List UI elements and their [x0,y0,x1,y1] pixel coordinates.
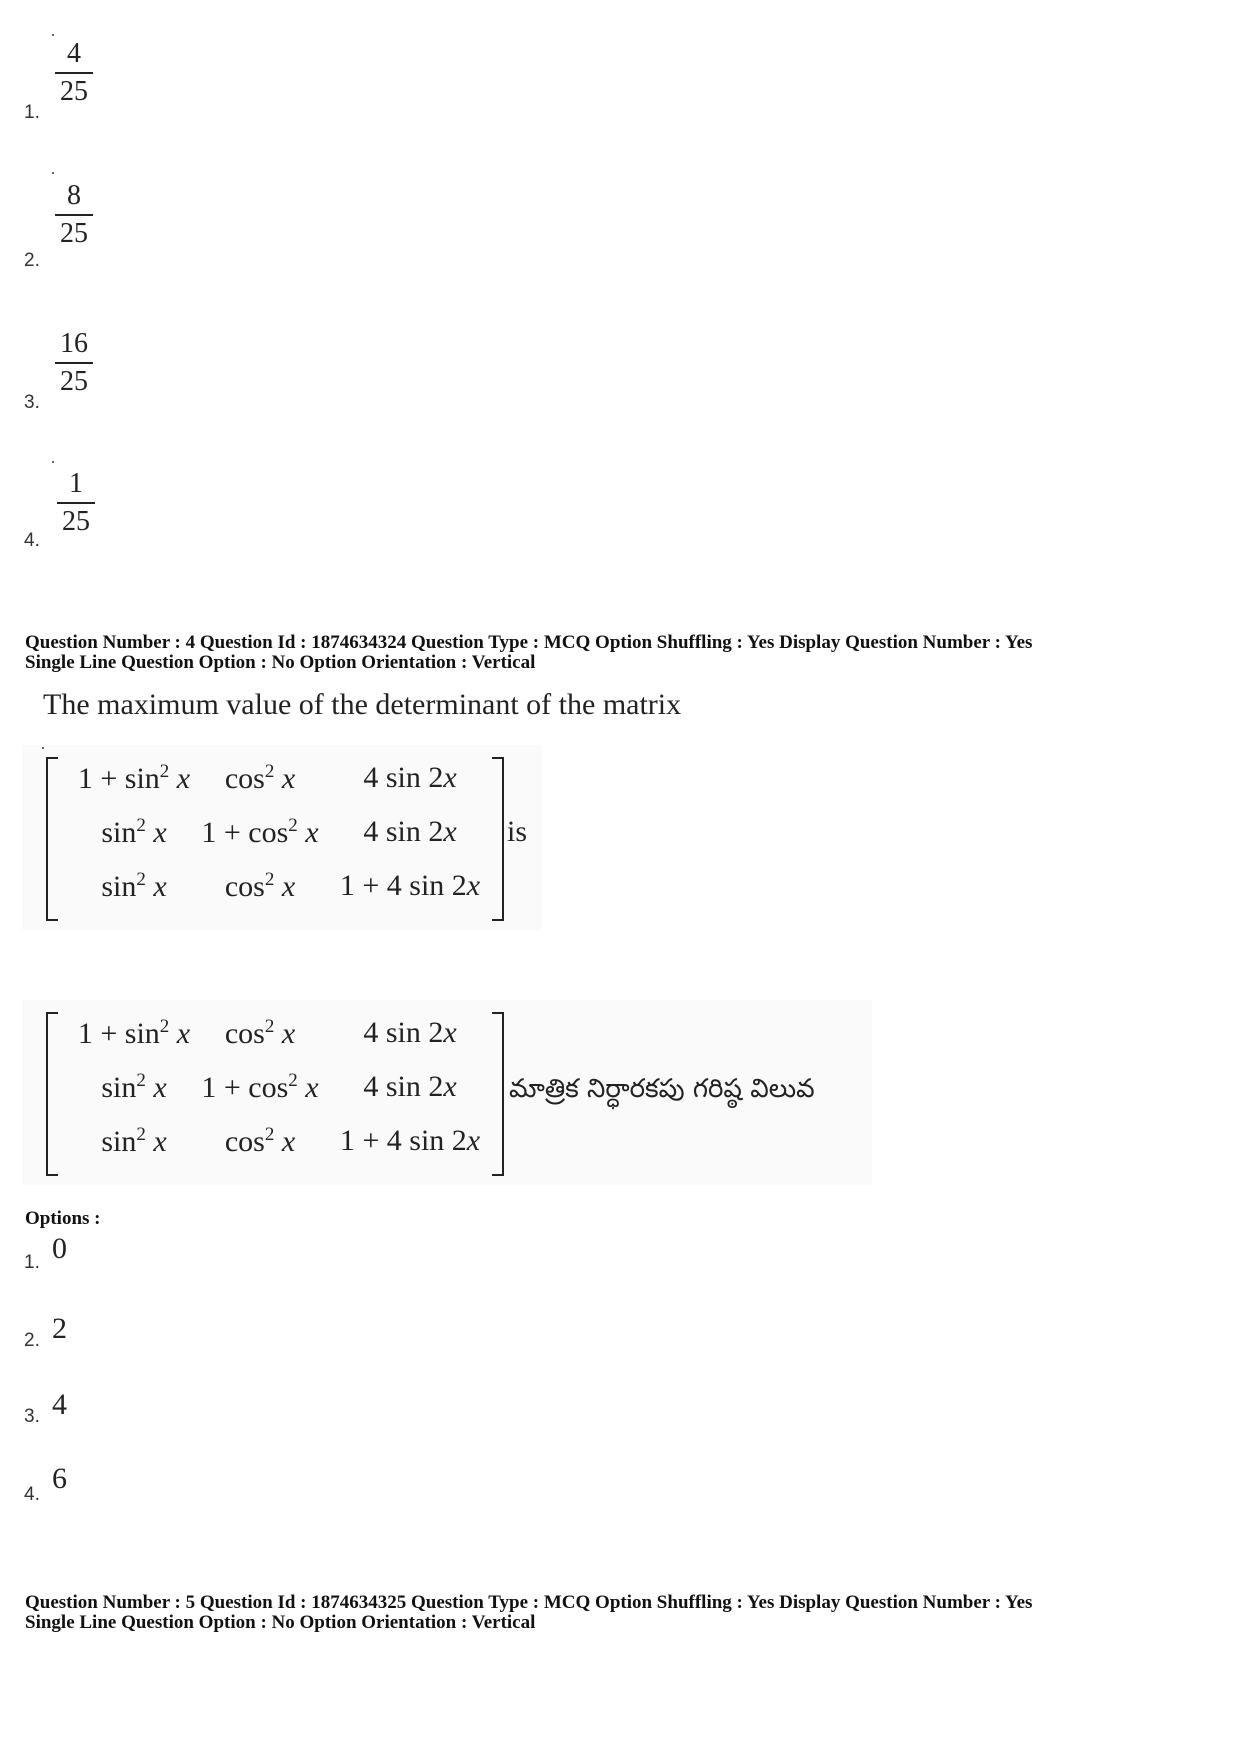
denominator: 25 [60,218,88,249]
matrix-cell: $\sin^2 x$ [101,1124,167,1158]
option-number: 4. [24,1484,40,1505]
question-meta-line-2: Single Line Question Option : No Option Orientation : Vertical [25,1612,536,1633]
fraction [55,40,93,106]
numerator: 16 [60,328,88,359]
matrix-cell: $1 + \sin^2 x$ [77,1016,191,1050]
numerator: 8 [67,180,81,211]
matrix-suffix-en: is [507,815,528,848]
options-label: Options : [25,1208,101,1229]
matrix-cell: $\sin^2 x$ [101,815,167,849]
matrix-cell: 4 sin 2x [363,1070,457,1103]
option-number: 1. [24,1252,40,1273]
numerator: 4 [67,38,81,69]
question-meta-line-1: Question Number : 5 Question Id : 1874634325 Question Type : MCQ Option Shuffling : Yes Display Question Number : Yes [25,1592,1033,1613]
denominator: 25 [60,366,88,397]
matrix-cell: $\cos^2 x$ [224,1124,296,1158]
matrix-english [22,745,542,930]
numerator: 1 [69,468,83,499]
matrix-cell: $\cos^2 x$ [224,869,296,903]
option-value: 2 [52,1312,67,1345]
question-text: The maximum value of the determinant of the matrix [43,688,682,721]
matrix-telugu [22,1000,872,1185]
fraction [57,470,95,536]
question-meta-line-1: Question Number : 4 Question Id : 1874634324 Question Type : MCQ Option Shuffling : Yes Display Question Number : Yes [25,632,1033,653]
question-meta-line-2: Single Line Question Option : No Option Orientation : Vertical [25,652,536,673]
option-number: 3. [24,392,40,413]
question-4-meta [25,633,1032,673]
option-value: 4 [52,1388,67,1421]
matrix-cell: 4 sin 2x [363,815,457,848]
matrix-cell: 4 sin 2x [363,1016,457,1049]
matrix-suffix-te: మాత్రిక నిర్ధారకపు గరిష్ఠ విలువ [509,1074,815,1104]
matrix-cell: $\cos^2 x$ [224,1016,296,1050]
denominator: 25 [60,76,88,107]
matrix-cell: $\sin^2 x$ [101,869,167,903]
matrix-cell: 4 sin 2x [363,761,457,794]
matrix-cell: $\cos^2 x$ [224,761,296,795]
option-number: 3. [24,1406,40,1427]
option-number: 4. [24,530,40,551]
matrix-cell: $1 + \sin^2 x$ [77,761,191,795]
fraction [55,182,93,248]
option-value: 6 [52,1462,67,1495]
option-value: 0 [52,1232,67,1265]
question-5-meta [25,1593,1032,1633]
matrix-cell: $1 + \cos^2 x$ [201,1070,319,1104]
option-number: 2. [24,250,40,271]
fraction [55,330,93,396]
option-number: 1. [24,102,40,123]
matrix-cell: 1 + 4 sin 2x [339,869,481,902]
matrix-cell: 1 + 4 sin 2x [339,1124,481,1157]
matrix-cell: $1 + \cos^2 x$ [201,815,319,849]
matrix-cell: $\sin^2 x$ [101,1070,167,1104]
option-number: 2. [24,1330,40,1351]
denominator: 25 [62,506,90,537]
